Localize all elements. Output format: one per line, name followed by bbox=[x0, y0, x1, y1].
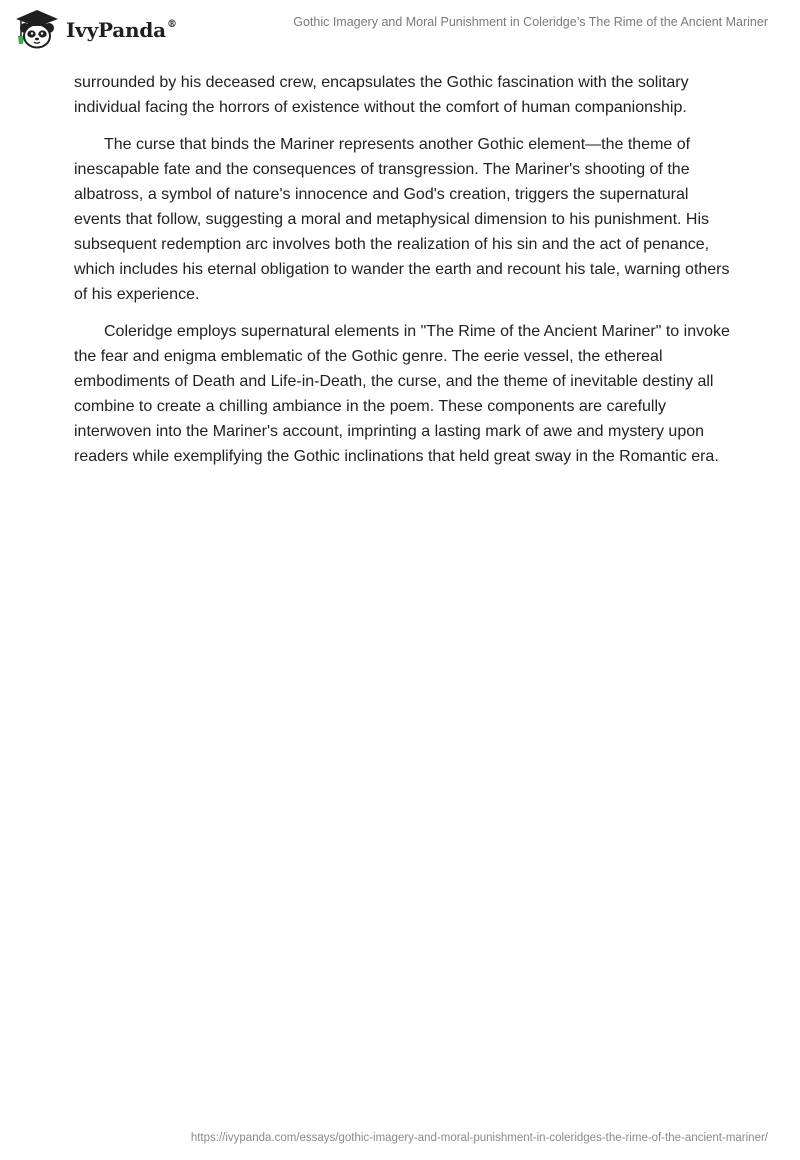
paragraph-continued: surrounded by his deceased crew, encapsulates the Gothic fascination with the solitary individual facing the horrors of existence without the comfort of human companionship. bbox=[74, 74, 689, 116]
paragraph: Coleridge employs supernatural elements in "The Rime of the Ancient Mariner" to invoke the fear and enigma emblematic of the Gothic genre. The eerie vessel, the ethereal embodiments of Death and Life-in-Death, the curse, and the theme of inevitable destiny all combine to create a chilling ambiance in the poem. These components are carefully interwoven into the Mariner's account, imprinting a lasting mark of awe and mystery upon readers while exemplifying the Gothic inclinations that held great sway in the Romantic era. bbox=[74, 323, 730, 465]
source-url[interactable]: https://ivypanda.com/essays/gothic-imagery-and-moral-punishment-in-coleridges-the-rime-of-the-ancient-mariner/ bbox=[190, 1132, 768, 1144]
essay-body bbox=[74, 70, 734, 481]
page-header bbox=[0, 0, 800, 70]
panda-graduate-icon bbox=[14, 8, 60, 50]
brand-name: IvyPanda® bbox=[66, 18, 177, 42]
registered-mark: ® bbox=[166, 19, 177, 31]
ivypanda-logo[interactable] bbox=[14, 8, 177, 50]
paragraph: The curse that binds the Mariner represents another Gothic element—the theme of inescapable fate and the consequences of transgression. The Mariner's shooting of the albatross, a symbol of nature's innocence and God's creation, triggers the supernatural events that follow, suggesting a moral and metaphysical dimension to his punishment. His subsequent redemption arc involves both the realization of his sin and the act of penance, which includes his eternal obligation to wander the earth and recount his tale, warning others of his experience. bbox=[74, 136, 730, 303]
document-title: Gothic Imagery and Moral Punishment in Coleridge’s The Rime of the Ancient Mariner bbox=[293, 15, 768, 29]
